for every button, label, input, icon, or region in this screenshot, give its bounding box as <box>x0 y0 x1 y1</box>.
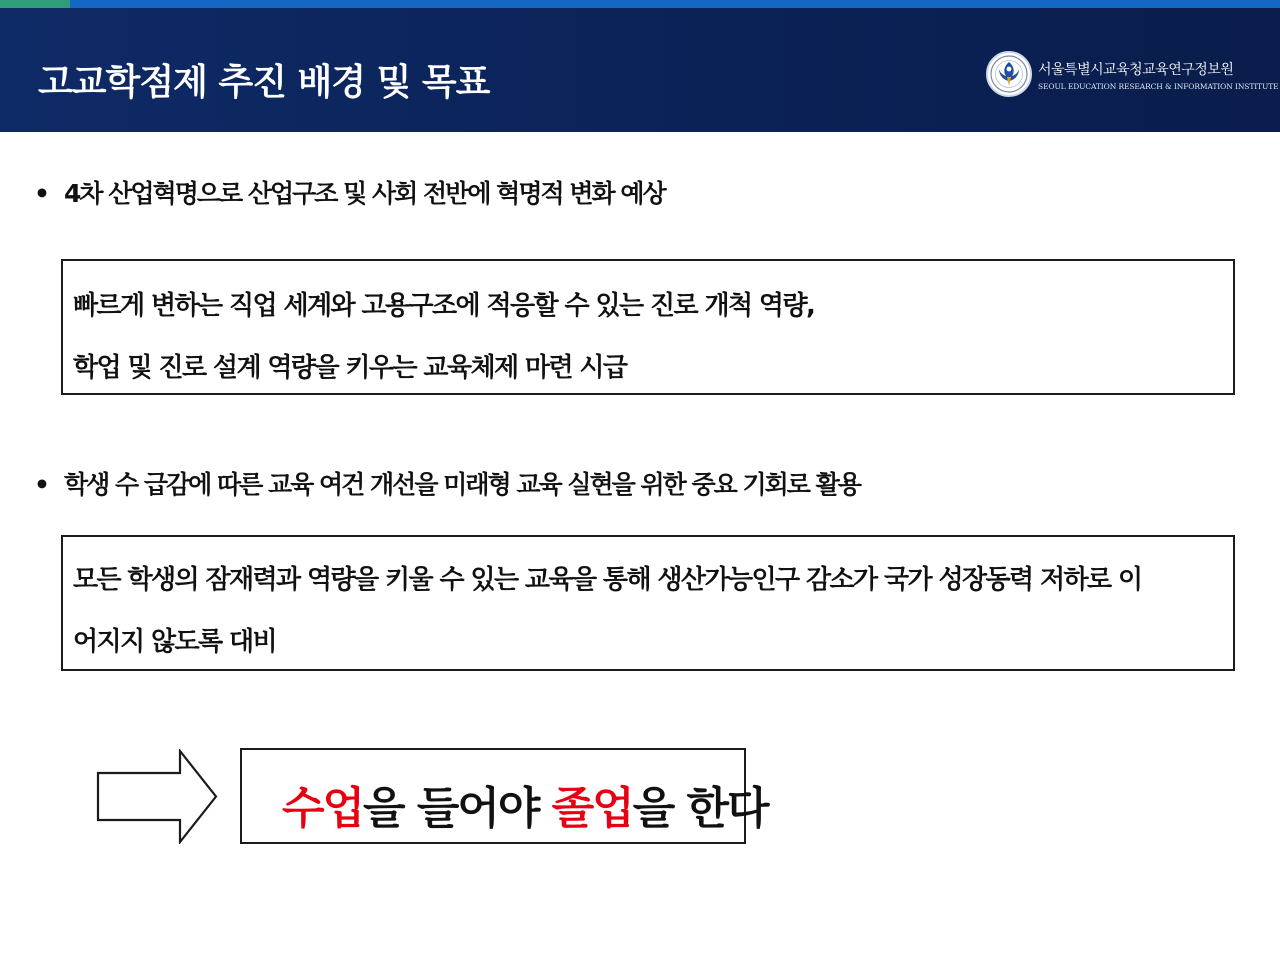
conclusion-segment: 을 한다 <box>632 783 768 834</box>
bullet-dot: • <box>34 470 50 499</box>
content-box-1 <box>61 259 1235 395</box>
bullet-heading-1 <box>34 174 665 210</box>
box-line: 모든 학생의 잠재력과 역량을 키울 수 있는 교육을 통해 생산가능인구 감소가 국가 성장동력 저하로 이 <box>73 565 1142 595</box>
box-line: 어지지 않도록 대비 <box>73 627 277 657</box>
page-title: 고교학점제 추진 배경 및 목표 <box>38 62 490 103</box>
bullet-heading-2 <box>34 465 860 501</box>
conclusion-segment: 을 들어야 <box>363 783 552 834</box>
top-accent-green <box>0 0 70 8</box>
bullet-heading-text: 학생 수 급감에 따른 교육 여건 개선을 미래형 교육 실현을 위한 중요 기회로 활용 <box>64 470 860 499</box>
conclusion-text <box>282 772 768 836</box>
highlight-graduation: 졸업 <box>551 783 633 834</box>
top-accent-strip <box>0 0 1280 8</box>
content-box-2 <box>61 535 1235 671</box>
right-arrow-icon <box>96 749 220 844</box>
org-logo <box>986 51 1279 103</box>
bullet-heading-text: 4차 산업혁명으로 산업구조 및 사회 전반에 혁명적 변화 예상 <box>64 179 665 208</box>
seoul-education-emblem-icon <box>986 51 1032 97</box>
bullet-dot: • <box>34 179 50 208</box>
org-name-english: SEOUL EDUCATION RESEARCH & INFORMATION INSTITUTE <box>1038 82 1279 91</box>
conclusion-box <box>240 748 768 844</box>
box-line: 학업 및 진로 설계 역량을 키우는 교육체제 마련 시급 <box>73 353 627 383</box>
slide-header <box>0 8 1280 132</box>
org-name: 서울특별시교육청교육연구정보원 <box>1038 62 1234 78</box>
box-line: 빠르게 변하는 직업 세계와 고용구조에 적응할 수 있는 진로 개척 역량, <box>73 291 815 321</box>
highlight-class: 수업 <box>282 783 364 834</box>
